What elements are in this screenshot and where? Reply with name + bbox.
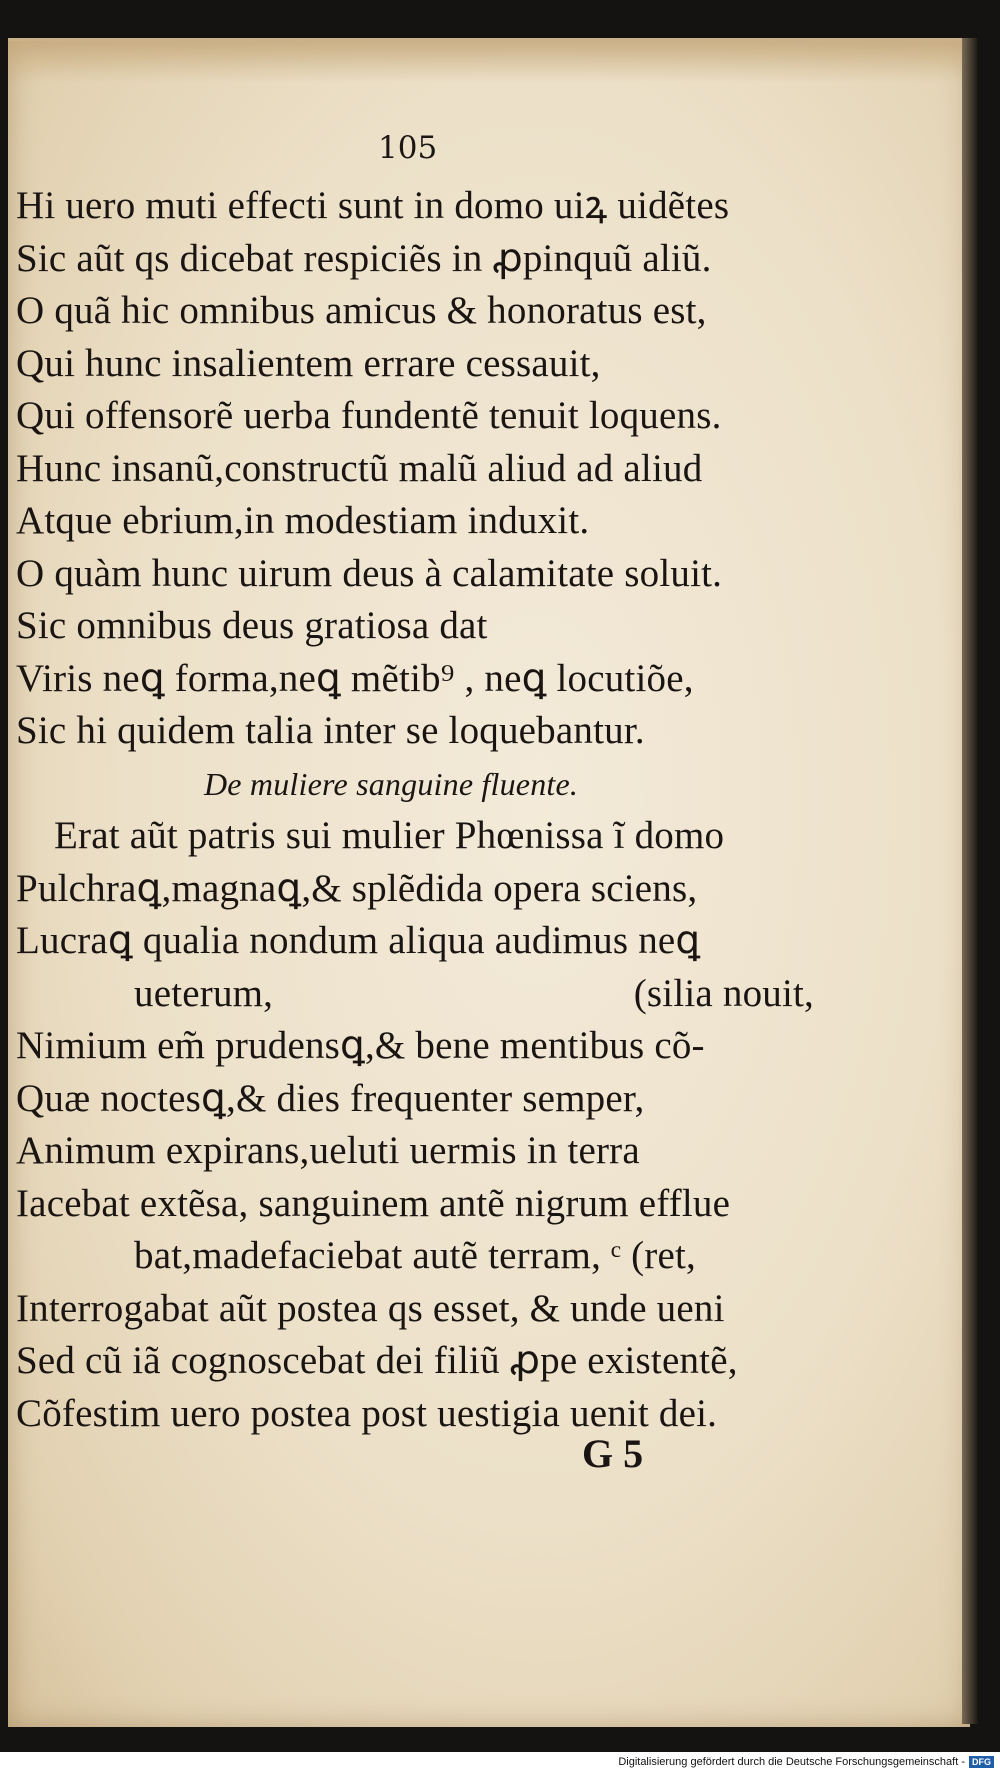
text-line: Iacebat extẽsa, sanguinem antẽ nigrum efflue	[16, 1181, 731, 1225]
runover-line: bat,madefaciebat autẽ terram, ᶜ (ret,	[134, 1234, 696, 1277]
runover-left-text: ueterum,	[134, 971, 274, 1015]
digitization-footer	[618, 1756, 994, 1768]
runover-right-text: (silia nouit,	[633, 971, 814, 1015]
text-line: Quæ noctesꝗ,& dies frequenter semper,	[16, 1076, 645, 1120]
text-line: Qui offensorẽ uerba fundentẽ tenuit loquens.	[16, 394, 722, 437]
text-line: O quàm hunc uirum deus à calamitate soluit.	[16, 551, 723, 595]
text-line: Atque ebrium,in modestiam induxit.	[16, 499, 590, 542]
text-line: Qui hunc insalientem errare cessauit,	[16, 341, 601, 385]
footer-text: Digitalisierung gefördert durch die Deutsche Forschungsgemeinschaft -	[618, 1756, 965, 1768]
text-line: Cõfestim uero postea post uestigia uenit dei.	[16, 1391, 718, 1435]
text-line: Nimium em̃ prudensꝗ,& bene mentibus cõ-	[16, 1024, 705, 1067]
text-line: O quã hic omnibus amicus & honoratus est,	[16, 289, 707, 332]
text-line: Interrogabat aũt postea qs esset, & unde ueni	[16, 1286, 725, 1330]
text-line: Sic omnibus deus gratiosa dat	[16, 604, 488, 647]
runover-line	[16, 968, 814, 1021]
page-body-text	[16, 180, 816, 1440]
text-line: Hi uero muti effecti sunt in domo uiꝝ uidẽtes	[16, 184, 730, 227]
text-line: Lucraꝗ qualia nondum aliqua audimus neꝗ	[16, 919, 701, 962]
page-edge-shadow	[962, 38, 978, 1724]
text-line: Hunc insanũ,constructũ malũ aliud ad aliud	[16, 446, 703, 490]
text-line: Pulchraꝗ,magnaꝗ,& splẽdida opera sciens,	[16, 866, 698, 910]
page-number: 105	[378, 130, 438, 166]
text-line: Sic aũt qs dicebat respiciẽs in ꝓpinquũ aliũ.	[16, 236, 712, 280]
text-line: Viris neꝗ forma,neꝗ mẽtib⁹ , neꝗ locutiõe,	[16, 656, 694, 700]
section-heading: De muliere sanguine fluente.	[204, 765, 579, 802]
signature-mark: G 5	[582, 1431, 644, 1476]
text-line: Sic hi quidem talia inter se loquebantur.	[16, 709, 645, 752]
text-line: Animum expirans,ueluti uermis in terra	[16, 1129, 640, 1172]
text-line: Erat aũt patris sui mulier Phœnissa ĩ domo	[54, 814, 725, 857]
dfg-logo: DFG	[969, 1756, 994, 1768]
text-line: Sed cũ iã cognoscebat dei filiũ ꝓpe existentẽ,	[16, 1339, 738, 1382]
